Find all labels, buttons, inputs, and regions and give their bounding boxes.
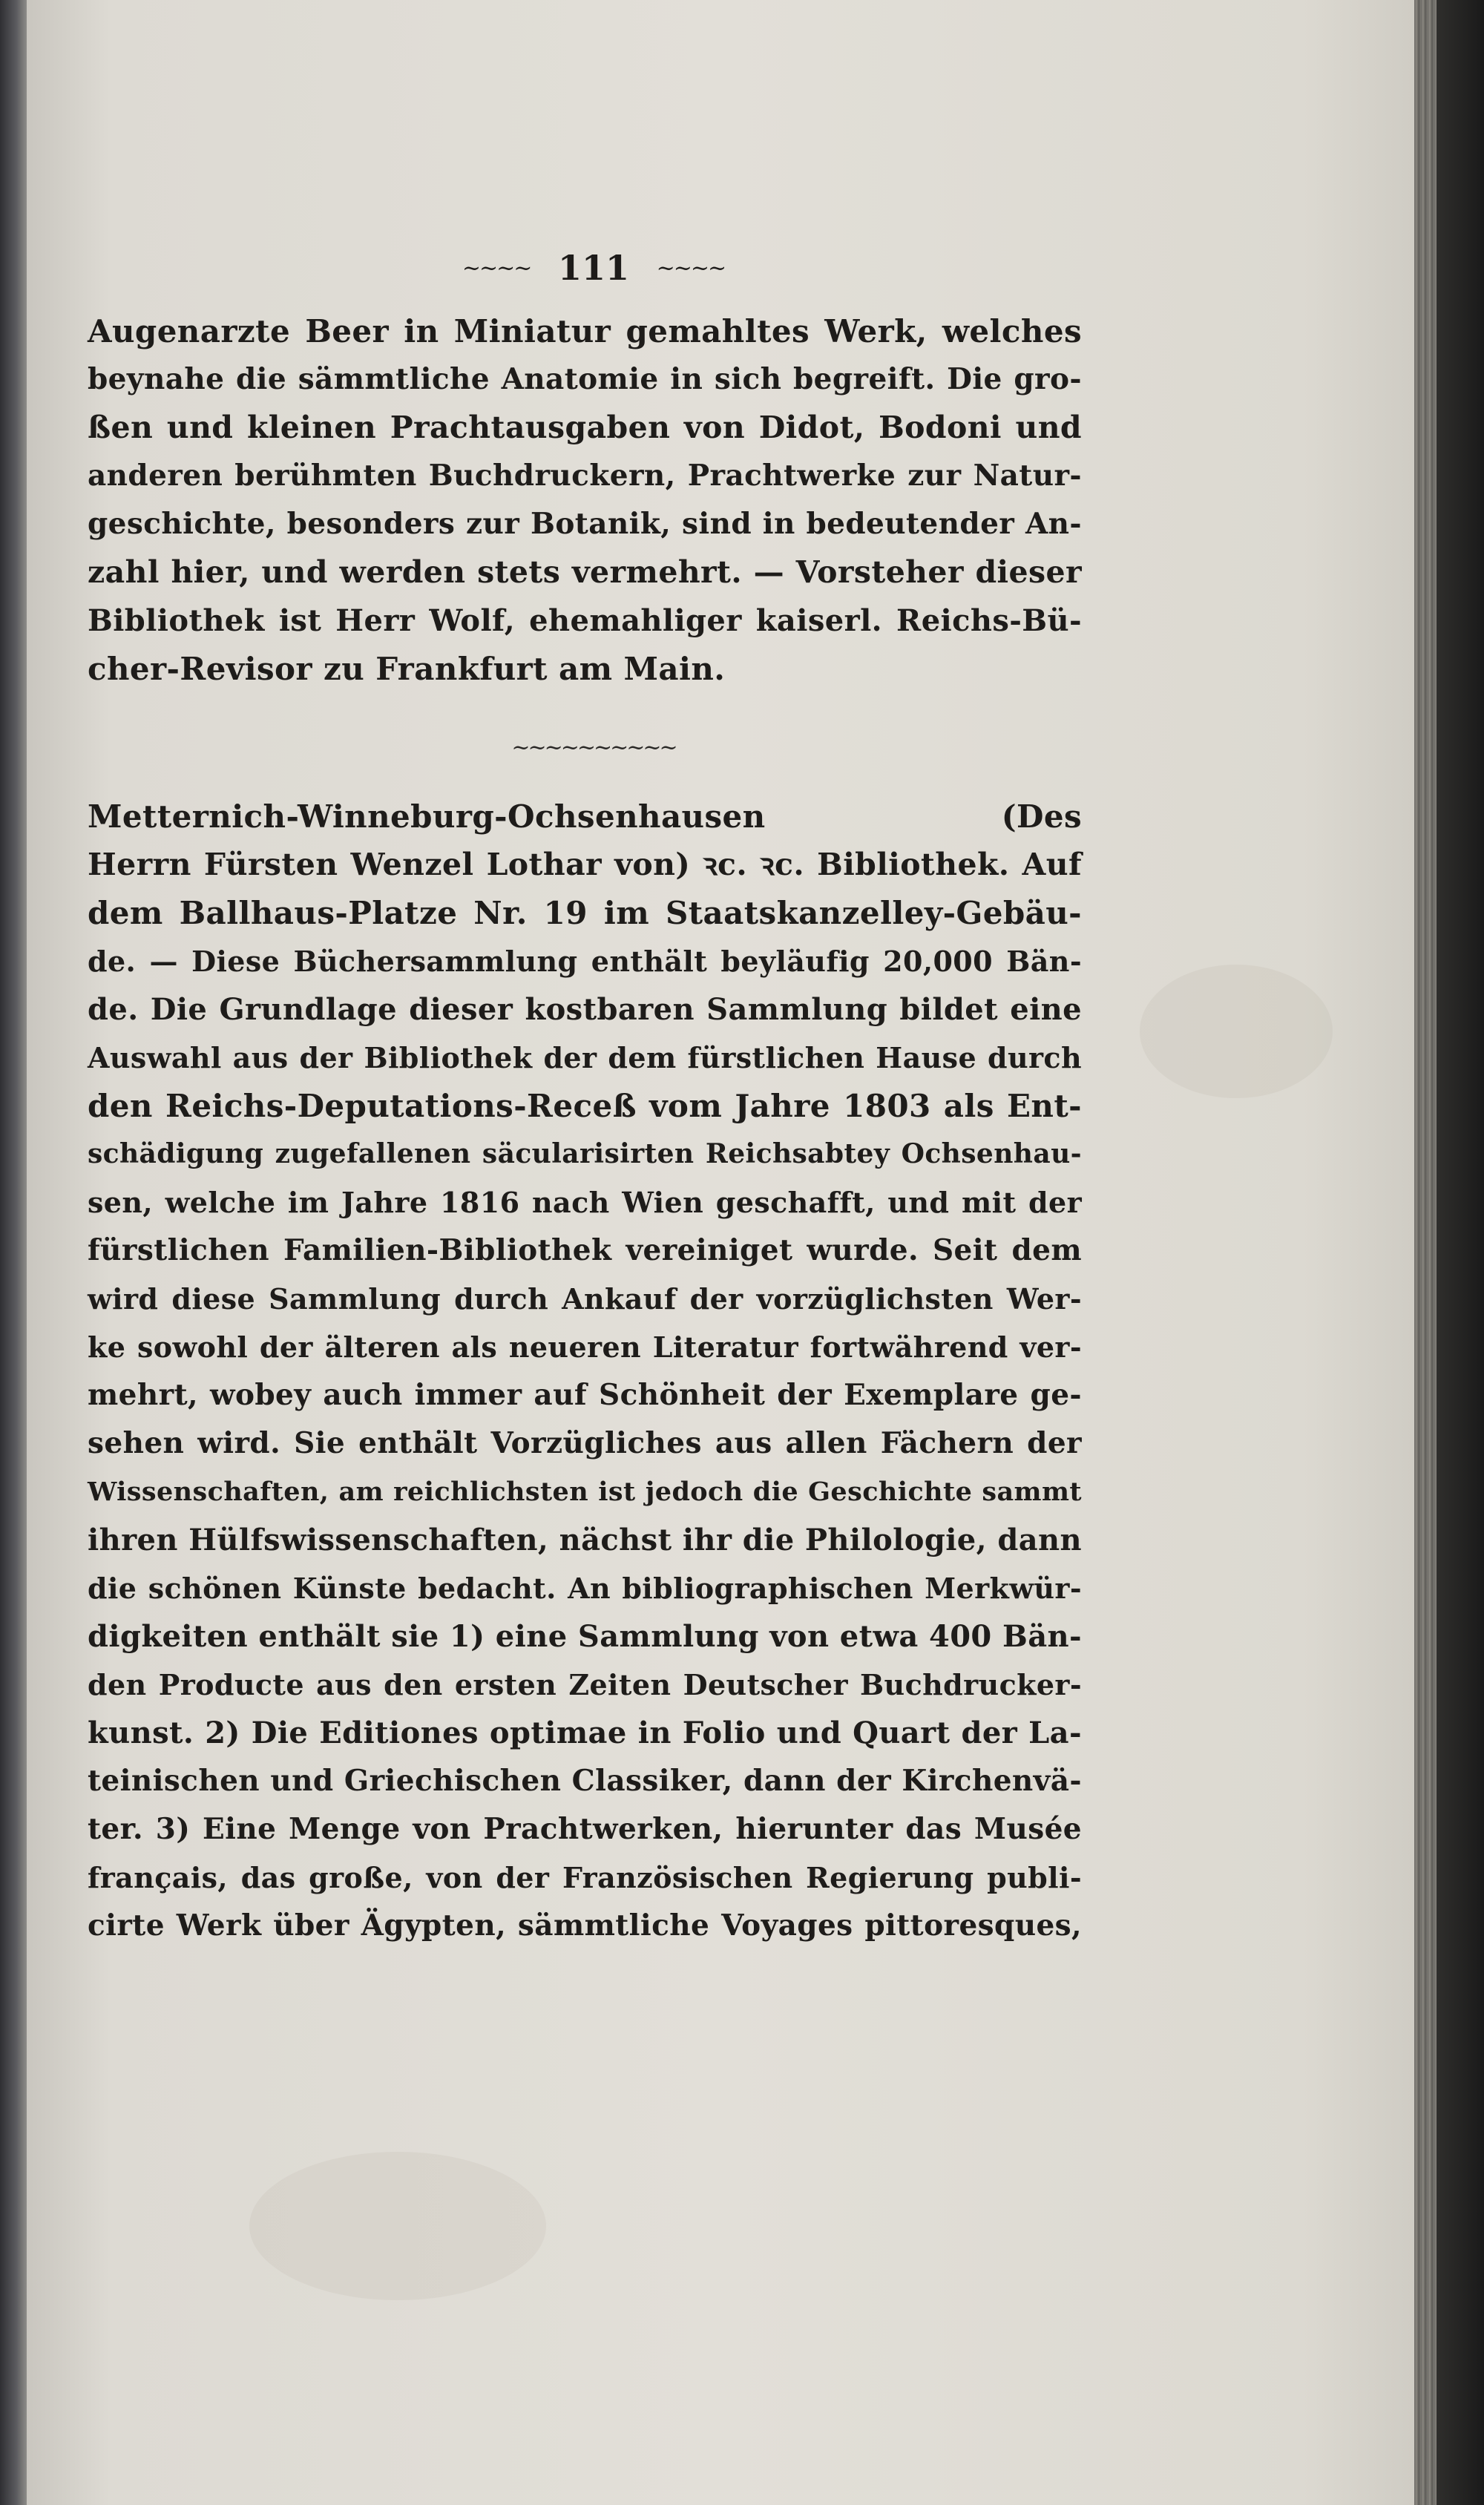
text-line: zahl hier, und werden stets vermehrt. — Vorsteher dieser — [88, 554, 1082, 590]
text-line: die schönen Künste bedacht. An bibliographischen Merkwür- — [88, 1572, 1082, 1605]
text-line: wird diese Sammlung durch Ankauf der vorzüglichsten Wer- — [88, 1282, 1082, 1316]
page-header — [408, 245, 779, 297]
text-line: Metternich-Winneburg-Ochsenhausen (Des — [88, 798, 1082, 835]
text-line: cher-Revisor zu Frankfurt am Main. — [88, 651, 726, 687]
text-line: digkeiten enthält sie 1) eine Sammlung von etwa 400 Bän- — [88, 1619, 1082, 1654]
section-divider: ~~~~~~~~~~ — [511, 735, 676, 761]
text-line: ke sowohl der älteren als neueren Literatur fortwährend ver- — [88, 1330, 1082, 1364]
paragraph-metternich-library — [88, 792, 1082, 1950]
paper-stain — [1140, 965, 1333, 1098]
text-line: Herrn Fürsten Wenzel Lothar von) ꝛc. ꝛc. Bibliothek. Auf — [88, 847, 1082, 882]
text-line: ßen und kleinen Prachtausgaben von Didot, Bodoni und — [88, 410, 1082, 445]
header-ornament-left: ~~~~ — [462, 255, 531, 281]
page-number: 111 — [557, 248, 630, 288]
text-line: beynahe die sämmtliche Anatomie in sich begreift. Die gro- — [88, 362, 1082, 396]
text-line: Bibliothek ist Herr Wolf, ehemahliger kaiserl. Reichs-Bü- — [88, 603, 1082, 638]
text-line: français, das große, von der Französischen Regierung publi- — [88, 1861, 1082, 1894]
text-line: dem Ballhaus-Platze Nr. 19 im Staatskanzelley-Gebäu- — [88, 895, 1082, 931]
text-line: sehen wird. Sie enthält Vorzügliches aus allen Fächern der — [88, 1426, 1082, 1460]
text-line: den Producte aus den ersten Zeiten Deutscher Buchdrucker- — [88, 1668, 1082, 1701]
text-line: schädigung zugefallenen säcularisirten Reichsabtey Ochsenhau- — [88, 1138, 1082, 1169]
text-line: teinischen und Griechischen Classiker, dann der Kirchenvä- — [88, 1764, 1082, 1798]
text-line: den Reichs-Deputations-Receß vom Jahre 1803 als Ent- — [88, 1088, 1082, 1124]
text-line: sen, welche im Jahre 1816 nach Wien geschafft, und mit der — [88, 1186, 1082, 1219]
text-line: geschichte, besonders zur Botanik, sind in bedeutender An- — [88, 507, 1082, 541]
text-line: ihren Hülfswissenschaften, nächst ihr die Philologie, dann — [88, 1523, 1082, 1557]
text-line: kunst. 2) Die Editiones optimae in Folio und Quart der La- — [88, 1716, 1082, 1750]
text-line: anderen berühmten Buchdruckern, Prachtwerke zur Natur- — [88, 459, 1082, 493]
text-line: cirte Werk über Ägypten, sämmtliche Voyages pittoresques, — [88, 1908, 1082, 1943]
text-line: Wissenschaften, am reichlichsten ist jedoch die Geschichte sammt — [88, 1477, 1082, 1507]
text-line: mehrt, wobey auch immer auf Schönheit der Exemplare ge- — [88, 1378, 1082, 1412]
text-line: fürstlichen Familien-Bibliothek vereiniget wurde. Seit dem — [88, 1233, 1082, 1267]
text-line: ter. 3) Eine Menge von Prachtwerken, hierunter das Musée — [88, 1812, 1082, 1846]
header-ornament-right: ~~~~ — [656, 255, 726, 281]
text-line: Auswahl aus der Bibliothek der dem fürstlichen Hause durch — [88, 1041, 1082, 1074]
page-foredge — [1414, 0, 1484, 2505]
paragraph-library-beer — [88, 307, 1082, 693]
text-line: de. — Diese Büchersammlung enthält beyläufig 20,000 Bän- — [88, 945, 1082, 978]
text-line: de. Die Grundlage dieser kostbaren Sammlung bildet eine — [88, 992, 1082, 1027]
binding-edge — [0, 0, 27, 2505]
text-line: Augenarzte Beer in Miniatur gemahltes Werk, welches — [88, 313, 1082, 349]
paper-stain — [249, 2152, 546, 2300]
